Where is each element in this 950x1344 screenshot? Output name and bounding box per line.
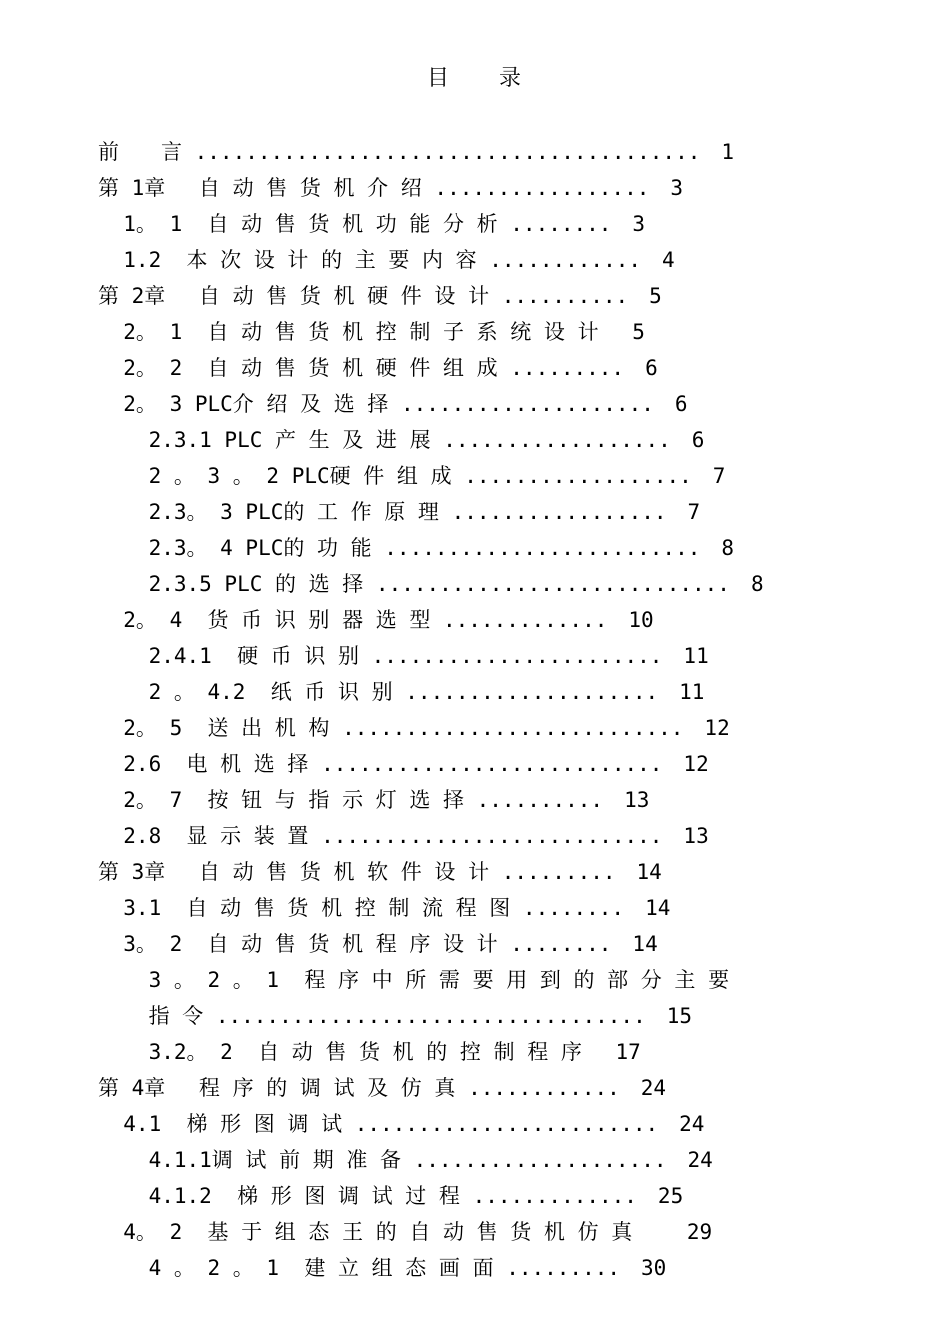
toc-entry: 4.1.2 梯 形 图 调 试 过 程 ............. 25 bbox=[98, 1184, 684, 1208]
toc-entry: 2.3.5 PLC 的 选 择 ............................ 8 bbox=[98, 572, 764, 596]
toc-entry: 2。 3 PLC介 绍 及 选 择 .................... 6 bbox=[98, 392, 688, 416]
toc-entry: 2.4.1 硬 币 识 别 ....................... 11 bbox=[98, 644, 709, 668]
toc-entry: 2.8 显 示 装 置 ........................... 13 bbox=[98, 824, 709, 848]
toc-entry: 1。 1 自 动 售 货 机 功 能 分 析 ........ 3 bbox=[98, 212, 646, 236]
toc-entry: 1.2 本 次 设 计 的 主 要 内 容 ............ 4 bbox=[98, 248, 675, 272]
toc-entry: 4 。 2 。 1 建 立 组 态 画 面 ......... 30 bbox=[98, 1256, 667, 1280]
toc-entry: 2 。 4.2 纸 币 识 别 .................... 11 bbox=[98, 680, 705, 704]
toc-entry: 2。 5 送 出 机 构 ........................... 12 bbox=[98, 716, 730, 740]
toc-title: 目 录 bbox=[426, 66, 523, 91]
toc-entry: 2 。 3 。 2 PLC硬 件 组 成 .................. 7 bbox=[98, 464, 726, 488]
toc-entry: 2.3.1 PLC 产 生 及 进 展 .................. 6 bbox=[98, 428, 705, 452]
toc-entry: 2.3。 3 PLC的 工 作 原 理 ................. 7 bbox=[98, 500, 701, 524]
toc-entry: 3。 2 自 动 售 货 机 程 序 设 计 ........ 14 bbox=[98, 932, 658, 956]
toc-entry: 第 4章 程 序 的 调 试 及 仿 真 ............ 24 bbox=[98, 1076, 667, 1100]
toc-entry: 2.6 电 机 选 择 ........................... 12 bbox=[98, 752, 709, 776]
toc-entry: 第 3章 自 动 售 货 机 软 件 设 计 ......... 14 bbox=[98, 860, 662, 884]
toc-entry: 3.2。 2 自 动 售 货 机 的 控 制 程 序 17 bbox=[98, 1040, 641, 1064]
toc-entry: 前 言 ........................................ 1 bbox=[98, 140, 735, 164]
toc-entry: 2。 4 货 币 识 别 器 选 型 ............. 10 bbox=[98, 608, 654, 632]
toc-entry: 2。 2 自 动 售 货 机 硬 件 组 成 ......... 6 bbox=[98, 356, 658, 380]
toc-entry: 2.3。 4 PLC的 功 能 ......................... 8 bbox=[98, 536, 735, 560]
toc-entry: 4.1 梯 形 图 调 试 ........................ 24 bbox=[98, 1112, 705, 1136]
toc-entry: 3.1 自 动 售 货 机 控 制 流 程 图 ........ 14 bbox=[98, 896, 671, 920]
toc-entry: 2。 1 自 动 售 货 机 控 制 子 系 统 设 计 5 bbox=[98, 320, 645, 344]
toc-entry: 指 令 .................................. 15 bbox=[98, 1004, 693, 1028]
toc-entry: 第 2章 自 动 售 货 机 硬 件 设 计 .......... 5 bbox=[98, 284, 662, 308]
toc-entry: 3 。 2 。 1 程 序 中 所 需 要 用 到 的 部 分 主 要 bbox=[98, 968, 730, 992]
toc-entry: 2。 7 按 钮 与 指 示 灯 选 择 .......... 13 bbox=[98, 788, 650, 812]
toc-entry: 4.1.1调 试 前 期 准 备 .................... 24 bbox=[98, 1148, 713, 1172]
toc-entry: 4。 2 基 于 组 态 王 的 自 动 售 货 机 仿 真 29 bbox=[98, 1220, 713, 1244]
toc-entry: 第 1章 自 动 售 货 机 介 绍 ................. 3 bbox=[98, 176, 684, 200]
